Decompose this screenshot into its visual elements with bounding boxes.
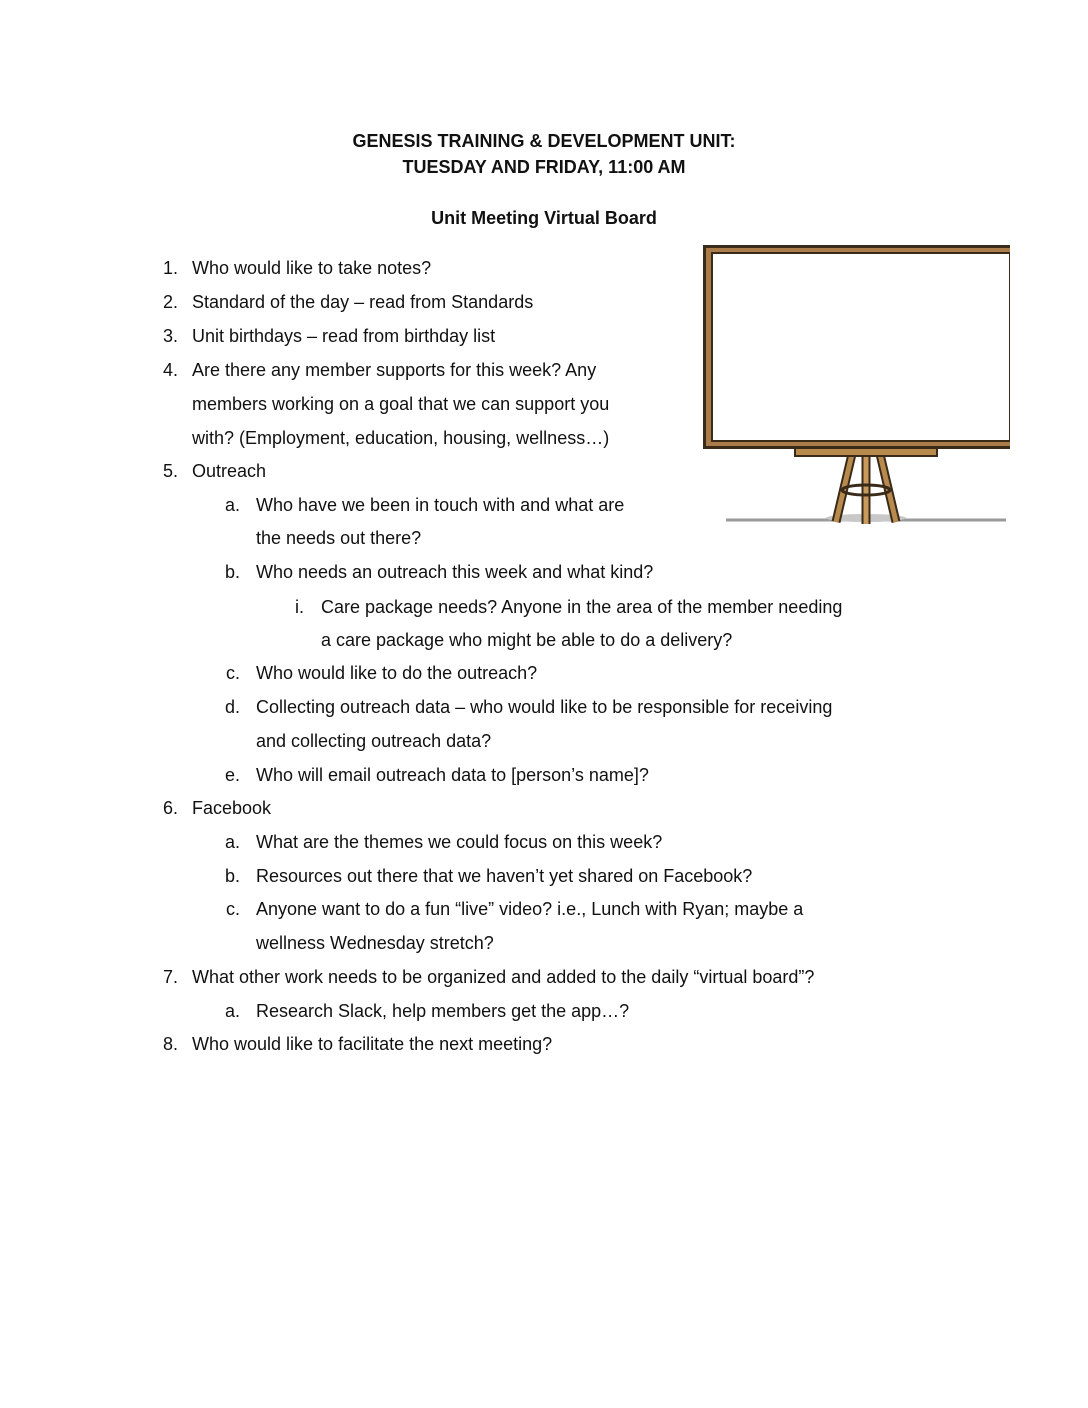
list-item-marker: b. xyxy=(224,866,240,886)
list-item-text: Anyone want to do a fun “live” video? i.e., Lunch with Ryan; maybe a xyxy=(256,899,804,919)
list-item-text: Standard of the day – read from Standards xyxy=(192,292,534,312)
list-item-text: Who would like to take notes? xyxy=(192,258,432,278)
list-item-text: Who would like to facilitate the next meeting? xyxy=(192,1034,553,1054)
list-item-text: Who needs an outreach this week and what kind? xyxy=(256,562,654,582)
list-item-marker: i. xyxy=(295,597,304,617)
list-item-text: Facebook xyxy=(192,798,272,818)
list-item-marker: c. xyxy=(225,663,240,683)
list-item-marker: 3. xyxy=(162,326,178,346)
list-item-text: a care package who might be able to do a delivery? xyxy=(321,630,733,650)
list-item-marker: 2. xyxy=(162,292,178,312)
list-item-text: and collecting outreach data? xyxy=(256,731,492,751)
list-item-text: Outreach xyxy=(192,461,267,481)
list-item-marker: 4. xyxy=(162,360,178,380)
list-item-text: with? (Employment, education, housing, wellness…) xyxy=(192,428,610,448)
list-item-marker: a. xyxy=(224,832,240,852)
list-item-marker: c. xyxy=(225,899,240,919)
list-item-text: Collecting outreach data – who would like to be responsible for receiving xyxy=(256,697,833,717)
list-item-marker: a. xyxy=(224,495,240,515)
list-item-text: Care package needs? Anyone in the area of the member needing xyxy=(321,597,843,617)
list-item-text: Who have we been in touch with and what are xyxy=(256,495,625,515)
list-item-text: Who will email outreach data to [person’s name]? xyxy=(256,765,649,785)
list-item-marker: 5. xyxy=(162,461,178,481)
list-item-text: Unit birthdays – read from birthday list xyxy=(192,326,496,346)
title-line-2: TUESDAY AND FRIDAY, 11:00 AM xyxy=(402,157,686,177)
title-line-1: GENESIS TRAINING & DEVELOPMENT UNIT: xyxy=(352,131,736,151)
list-item-text: members working on a goal that we can support you xyxy=(192,394,610,414)
list-item-marker: 6. xyxy=(162,798,178,818)
list-item-marker: b. xyxy=(224,562,240,582)
list-item-text: Are there any member supports for this week? Any xyxy=(192,360,597,380)
list-item-marker: a. xyxy=(224,1001,240,1021)
list-item-marker: d. xyxy=(224,697,240,717)
list-item-marker: 8. xyxy=(162,1034,178,1054)
list-item-text: the needs out there? xyxy=(256,528,422,548)
list-item-text: wellness Wednesday stretch? xyxy=(256,933,494,953)
list-item-text: Research Slack, help members get the app…? xyxy=(256,1001,630,1021)
list-item-marker: 1. xyxy=(162,258,178,278)
list-item-marker: 7. xyxy=(162,967,178,987)
list-item-text: Who would like to do the outreach? xyxy=(256,663,538,683)
subtitle: Unit Meeting Virtual Board xyxy=(431,208,657,228)
list-item-text: What are the themes we could focus on this week? xyxy=(256,832,663,852)
list-item-text: What other work needs to be organized and added to the daily “virtual board”? xyxy=(192,967,815,987)
list-item-marker: e. xyxy=(224,765,240,785)
list-item-text: Resources out there that we haven’t yet shared on Facebook? xyxy=(256,866,753,886)
whiteboard-easel-icon xyxy=(700,242,1010,532)
